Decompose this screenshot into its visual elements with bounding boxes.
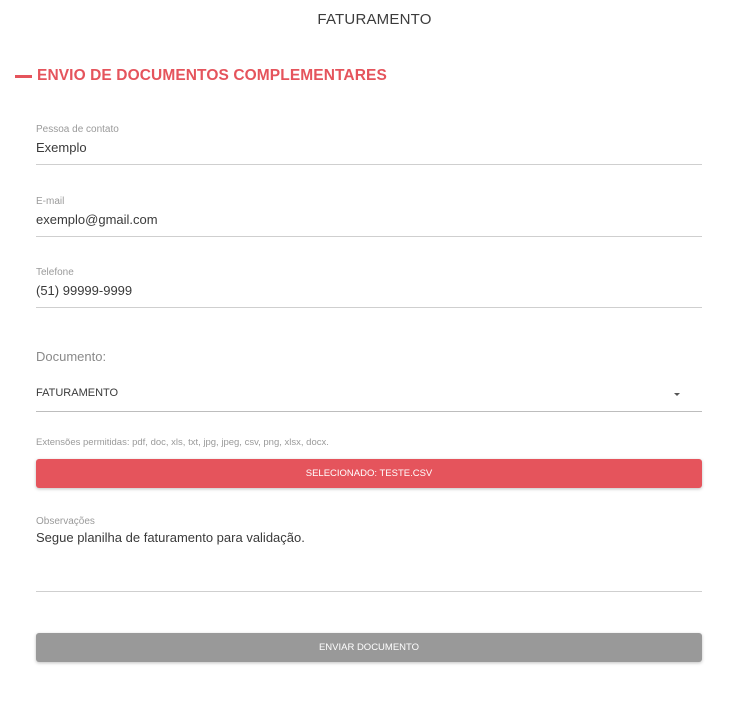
- allowed-extensions-hint: Extensões permitidas: pdf, doc, xls, txt, jpg, jpeg, csv, png, xlsx, docx.: [36, 437, 329, 448]
- phone-input[interactable]: (51) 99999-9999: [36, 283, 133, 298]
- contact-person-input[interactable]: Exemplo: [36, 140, 87, 155]
- caret-down-icon[interactable]: [674, 393, 680, 396]
- observations-textarea[interactable]: Segue planilha de faturamento para validação.: [36, 530, 305, 545]
- section-title: ENVIO DE DOCUMENTOS COMPLEMENTARES: [37, 67, 387, 84]
- phone-field[interactable]: [36, 267, 702, 308]
- email-label: E-mail: [36, 196, 65, 207]
- send-document-button[interactable]: ENVIAR DOCUMENTO: [36, 633, 702, 662]
- contact-person-label: Pessoa de contato: [36, 124, 119, 135]
- document-select-value: FATURAMENTO: [36, 387, 119, 399]
- file-select-button[interactable]: SELECIONADO: TESTE.CSV: [36, 459, 702, 488]
- section-header: [15, 67, 387, 85]
- phone-label: Telefone: [36, 267, 74, 278]
- document-label: Documento:: [36, 349, 107, 364]
- email-field[interactable]: [36, 196, 702, 237]
- page-title: FATURAMENTO: [317, 11, 432, 28]
- observations-field[interactable]: [36, 516, 702, 592]
- document-select[interactable]: [36, 380, 702, 412]
- observations-label: Observações: [36, 516, 95, 527]
- dash-icon: [15, 75, 32, 78]
- contact-person-field[interactable]: [36, 124, 702, 165]
- email-input[interactable]: exemplo@gmail.com: [36, 212, 158, 227]
